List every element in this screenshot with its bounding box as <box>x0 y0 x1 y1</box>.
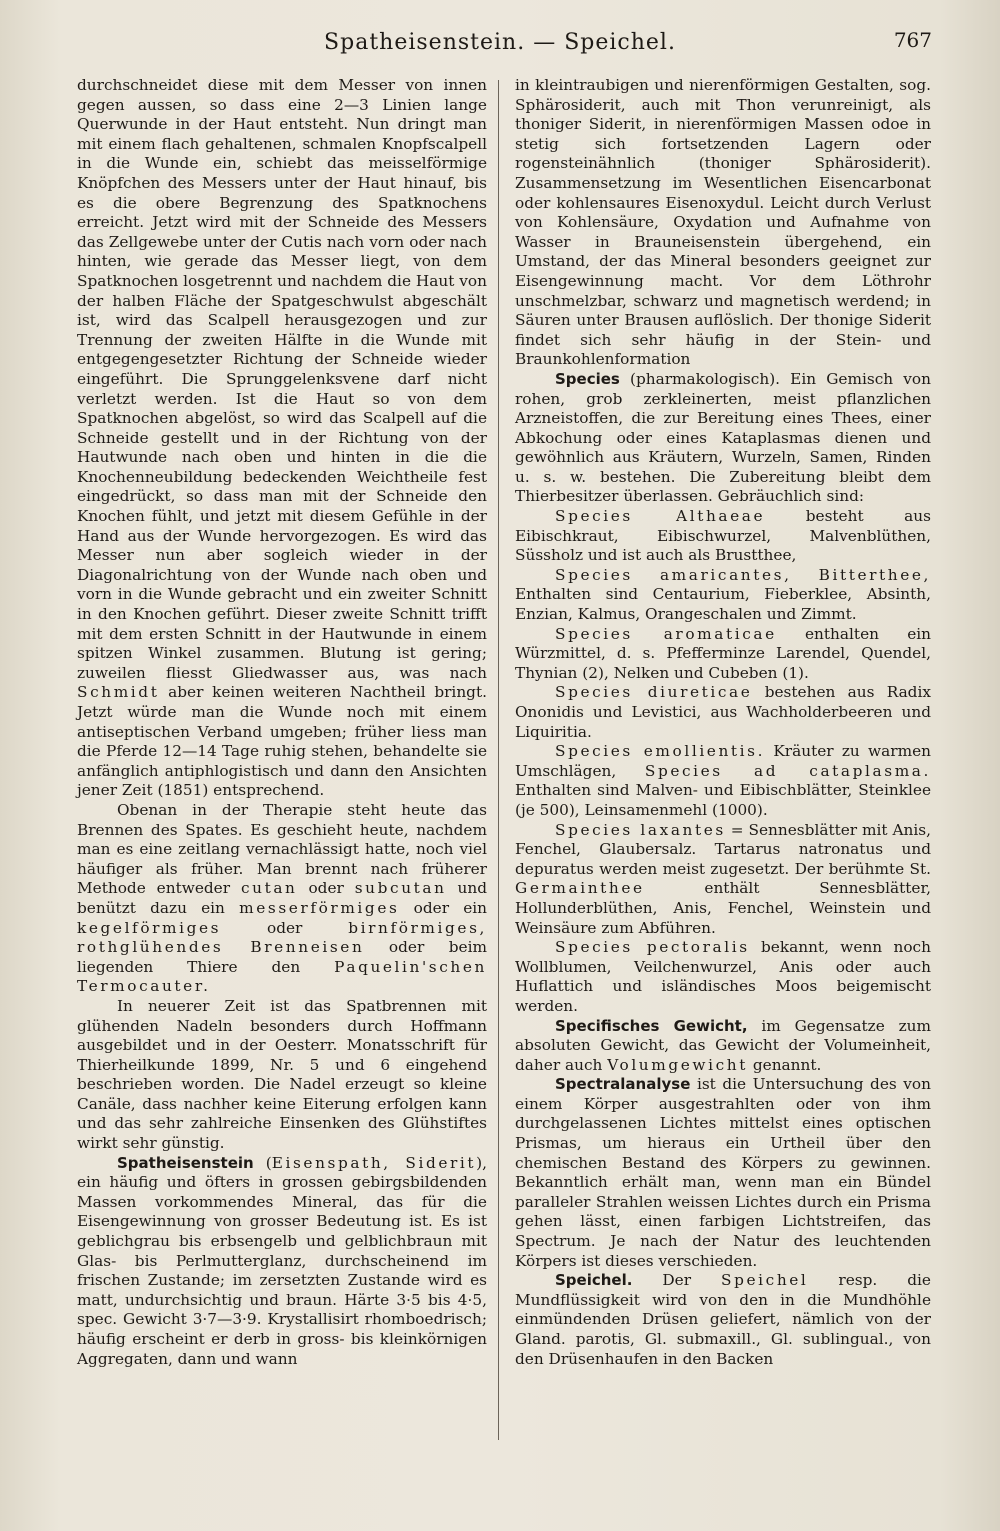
text: = Sennesblätter mit Anis, Fenchel, Glaubersalz. Tartarus natronatus und depuratus werden meist zugesetzt. Der berühmte St. <box>515 820 931 878</box>
term: Species diureticae <box>555 683 753 702</box>
text: oder ein <box>413 898 487 917</box>
species-pectoralis <box>515 938 931 1016</box>
lemma-speichel: Speichel. <box>555 1271 633 1290</box>
entry-specifisches-gewicht <box>515 1017 931 1076</box>
entry-speichel <box>515 1271 931 1369</box>
text: oder <box>266 918 303 937</box>
text: im Gegensatze zum absoluten Gewicht, das Gewicht der Volumeinheit, daher auch <box>515 1016 931 1074</box>
species-emollientis <box>515 742 931 820</box>
species-laxantes <box>515 821 931 939</box>
text: ), ein häufig und öfters in grossen gebirgsbildenden Massen vorkommendes Mineral, das für die Eisengewinnung von grosser Bedeutung ist. Es ist geblichgrau bis erbsengelb und gelblichbraun mit Glas- bis Perlmutterglanz, durchscheinend im frischen Zustande; im zersetzten Zustande wird es matt, undurchsichtig und braun. Härte 3·5 bis 4·5, spec. Gewicht 3·7—3·9. Krystallisirt rhomboedrisch; häufig erscheint er derb in gross- bis kleinkörnigen Aggregaten, dann und wann <box>77 1153 487 1368</box>
text: und benützt dazu ein <box>77 879 487 917</box>
text: Enthalten sind Malven- und Eibischblätter, Steinklee (je 500), Leinsamenmehl (1000). <box>515 781 931 819</box>
text: enthält Sennesblätter, Hollunderblüthen, Anis, Fenchel, Weinstein und Weinsäure zum Abführen. <box>515 879 931 937</box>
paragraph-brennen <box>77 801 487 997</box>
term: Germainthee <box>515 879 645 898</box>
text: In neuerer Zeit ist das Spatbrennen mit glühenden Nadeln besonders durch Hoffmann ausgebildet und in der Oesterr. Monatsschrift für Thierheilkunde 1899, Nr. 5 und 6 eingehend beschrieben worden. Die Nadel erzeugt so kleine Canäle, dass nachher keine Eiterung erfolgen kann und das sehr zahlreiche Einsenken des Glühstiftes wirkt sehr günstig. <box>77 996 487 1153</box>
column-divider <box>498 80 499 1440</box>
entry-spectralanalyse <box>515 1075 931 1271</box>
text: Enthalten sind Centaurium, Fieberklee, Absinth, Enzian, Kalmus, Orangeschalen und Zimmt. <box>515 585 931 624</box>
text: Kräuter zu warmen Umschlägen, <box>515 742 931 780</box>
text: oder <box>308 879 344 898</box>
term: birnförmiges, rothglühendes Brenneisen <box>77 918 487 957</box>
text: resp. die Mundflüssigkeit wird von den in die Mundhöhle einmündenden Drüsen geliefert, nämlich von der Gland. parotis, Gl. submaxill., Gl. sublingual., von den Drüsenhaufen in den Backen <box>515 1271 931 1368</box>
term: Species laxantes <box>555 820 726 839</box>
running-head: Spatheisenstein. — Speichel. <box>324 30 676 55</box>
paragraph-siderit <box>515 76 931 370</box>
term: Species ad cataplasma. <box>644 761 931 780</box>
term: Volumgewicht <box>607 1055 748 1074</box>
text: ( <box>265 1153 272 1172</box>
paragraph-spat-operation <box>77 76 487 801</box>
text: bestehen aus Radix Ononidis und Levistici, aus Wachholderbeeren und Liquiritia. <box>515 683 931 741</box>
lemma-species: Species <box>555 369 620 388</box>
term: Species amaricantes, Bitterthee, <box>555 565 931 584</box>
text: Obenan in der Therapie steht heute das Brennen des Spates. Es geschieht heute, nachdem man es eine zeitlang vernachlässigt hatte, noch viel häufiger als früher. Man brennt nach früherer Methode entweder <box>77 800 487 898</box>
term: subcutan <box>354 879 447 898</box>
text: bekannt, wenn noch Wollblumen, Veilchenwurzel, Anis oder auch Huflattich und isländisches Moos beigemischt werden. <box>515 938 931 1015</box>
text: (pharmakologisch). Ein Gemisch von rohen, grob zerkleinerten, meist pflanzlichen Arzneistoffen, die zur Bereitung eines Thees, einer Abkochung oder eines Kataplasmas dienen und gewöhnlich aus Kräutern, Wurzeln, Samen, Rinden u. s. w. bestehen. Die Zubereitung bleibt dem Thierbesitzer überlassen. Gebräuchlich sind: <box>515 369 931 506</box>
lemma-spectralanalyse: Spectralanalyse <box>555 1075 691 1094</box>
lemma-spatheisenstein: Spatheisenstein <box>117 1153 254 1172</box>
lemma-specifisches-gewicht: Specifisches Gewicht, <box>555 1016 748 1035</box>
right-column <box>515 76 931 1369</box>
term: Species aromaticae <box>555 624 777 643</box>
text: ist die Untersuchung des von einem Körper ausgestrahlten oder von ihm durchgelassenen Lichtes mittelst eines optischen Prismas, um hieraus ein Urtheil über den chemischen Bestand des Körpers zu gewinnen. Bekanntlich erhält man, wenn man ein Bündel paralleler Strahlen weissen Lichtes durch ein Prisma gehen lässt, einen farbigen Lichtstreifen, das Spectrum. Je nach der Natur des leuchtenden Körpers ist dieses verschieden. <box>515 1075 931 1270</box>
entry-species <box>515 370 931 507</box>
species-aromaticae <box>515 625 931 684</box>
text: durchschneidet diese mit dem Messer von innen gegen aussen, so dass eine 2—3 Linien lange Querwunde in der Haut entsteht. Nun dringt man mit einem flach gehaltenen, schmalen Knopfscalpell in die Wunde ein, schiebt das meisselförmige Knöpfchen des Messers unter der Haut hinauf, bis es die obere Begrenzung des Spatknochens erreicht. Jetzt wird mit der Schneide des Messers das Zellgewebe unter der Cutis nach vorn oder nach hinten, wie gerade das Messer liegt, von dem Spatknochen losgetrennt und nachdem die Haut von der halben Fläche der Spatgeschwulst abgeschält ist, wird das Scalpell herausgezogen und zur Trennung der zweiten Hälfte in die Wunde mit entgegengesetzter Richtung der Schneide wieder eingeführt. Die Sprunggelenksvene darf nicht verletzt werden. Ist die Haut so von dem Spatknochen abgelöst, so wird das Scalpell auf die Schneide gestellt und in der Richtung von der Hautwunde nach oben und hinten in die die Knochenneubildung bedeckenden Weichtheile fest eingedrückt, so dass man mit der Schneide den Knochen fühlt, und jetzt mit diesem Gefühle in der Hand aus der Wunde hervorgezogen. Es wird das Messer nun aber sogleich wieder in der Diagonalrichtung von der Wunde nach oben und vorn in die Wunde gebracht und ein zweiter Schnitt in den Knochen geführt. Dieser zweite Schnitt trifft mit dem ersten Schnitt in der Hautwunde in einem spitzen Winkel zusammen. Blutung ist gering; zuweilen fliesst Gliedwasser aus, was nach <box>77 76 487 682</box>
left-column <box>77 76 487 1369</box>
text: aber keinen weiteren Nachtheil bringt. Jetzt würde man die Wunde noch mit einem antiseptischen Verband umgeben; früher liess man die Pferde 12—14 Tage ruhig stehen, behandelte sie anfänglich antiphlogistisch und dann den Ansichten jener Zeit (1851) entsprechend. <box>77 683 487 800</box>
text: enthalten ein Würzmittel, d. s. Pfefferminze Larendel, Quendel, Thynian (2), Nelken und Cubeben (1). <box>515 624 931 682</box>
species-diureticae <box>515 683 931 742</box>
text: genannt. <box>752 1055 822 1074</box>
person-name: Schmidt <box>77 683 160 702</box>
term: Speichel <box>721 1271 809 1290</box>
species-amaricantes <box>515 566 931 625</box>
species-althaeae <box>515 507 931 566</box>
text: besteht aus Eibischkraut, Eibischwurzel, Malvenblüthen, Süssholz und ist auch als Brustthee, <box>515 507 931 565</box>
page-header <box>0 22 1000 62</box>
entry-spatheisenstein <box>77 1154 487 1370</box>
page-number: 767 <box>893 28 932 52</box>
term: Species pectoralis <box>555 938 750 957</box>
term: cutan <box>240 879 298 898</box>
term: messerförmiges <box>239 898 400 917</box>
text: in kleintraubigen und nierenförmigen Gestalten, sog. Sphärosiderit, auch mit Thon verunreinigt, als thoniger Siderit, in nierenförmigen Massen odoe in stetig sich fortsetzenden Lagern oder rogensteinähnlich (thoniger Sphärosiderit). Zusammensetzung im Wesentlichen Eisencarbonat oder kohlensaures Eisenoxydul. Leicht durch Verlust von Kohlensäure, Oxydation und Aufnahme von Wasser in Brauneisenstein übergehend, ein Umstand, der das Mineral besonders geeignet zur Eisengewinnung macht. Vor dem Löthrohr unschmelzbar, schwarz und magnetisch werdend; in Säuren unter Brausen auflöslich. Der thonige Siderit findet sich sehr häufig in der Stein- und Braunkohlenformation <box>515 76 931 369</box>
term: kegelförmiges <box>77 918 222 937</box>
term: Paquelin'schen Termocauter. <box>77 957 487 996</box>
text: oder beim liegenden Thiere den <box>77 938 487 976</box>
term: Eisenspath, Siderit <box>271 1153 477 1172</box>
text: Der <box>662 1271 692 1290</box>
term: Species emollientis. <box>555 742 766 761</box>
term: Species Althaeae <box>555 507 766 526</box>
paragraph-nadeln <box>77 997 487 1154</box>
